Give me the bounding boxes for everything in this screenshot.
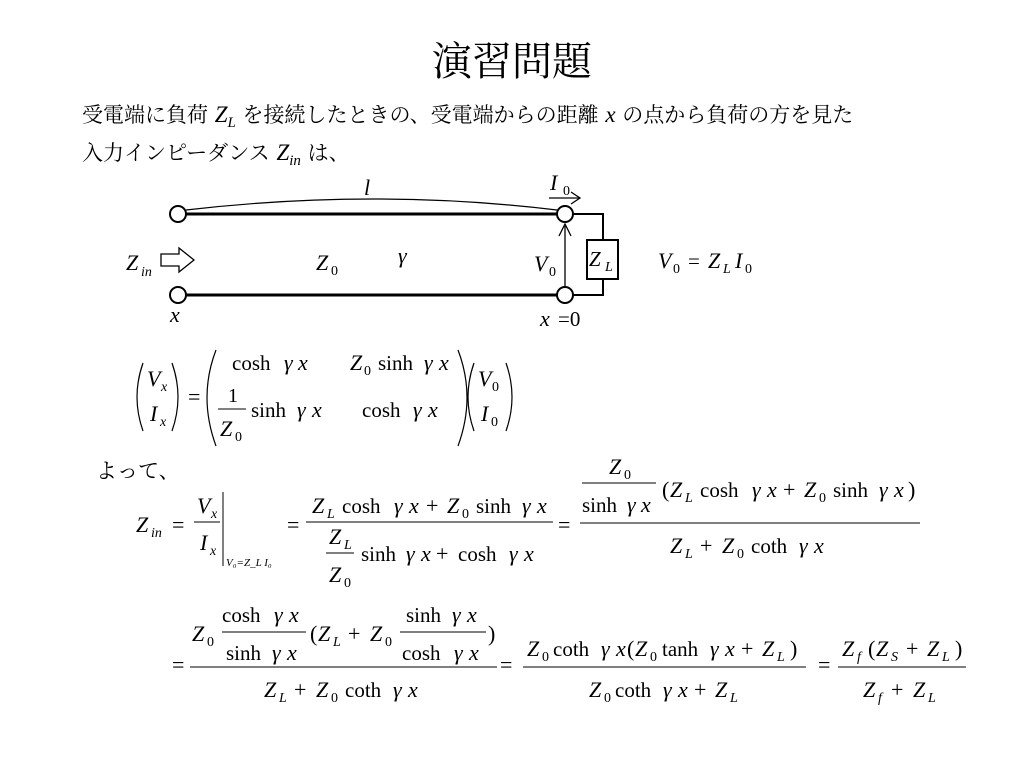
current-label: I [550,170,558,195]
load-wire-return [573,279,603,295]
svg-text:Z: Z [804,477,817,502]
svg-text:+: + [436,541,449,566]
svg-text:Z: Z [350,350,363,375]
svg-text:0: 0 [819,491,826,506]
svg-text:x: x [537,493,547,518]
svg-text:0: 0 [624,468,631,483]
svg-text:x: x [469,640,479,665]
svg-text:Z: Z [318,621,331,646]
svg-text:Z: Z [715,677,728,702]
svg-text:=: = [172,652,185,677]
svg-text:Z: Z [927,636,940,661]
load-impedance-label: Z [589,247,601,271]
svg-text:=: = [500,652,513,677]
svg-text:Z: Z [370,621,383,646]
svg-text:γ: γ [272,640,281,665]
svg-text:γ: γ [627,492,636,517]
svg-text:Z: Z [136,512,149,537]
svg-text:γ: γ [393,677,402,702]
svg-text:γ: γ [394,493,403,518]
svg-text:x: x [211,507,218,522]
svg-text:γ: γ [879,477,888,502]
svg-text:Z: Z [876,636,889,661]
svg-text:): ) [488,621,496,646]
svg-text:Z: Z [708,248,721,273]
terminal-bottom-left [170,287,186,303]
svg-text:γ: γ [413,397,422,422]
length-label: l [364,175,371,200]
problem-line-2: 入力インピーダンス $Z_{in}$ は、 [82,140,350,169]
svg-text:x: x [814,533,824,558]
svg-text:I: I [200,530,208,555]
svg-text:cosh: cosh [222,603,261,627]
input-arrow-icon [161,248,194,272]
svg-text:γ: γ [406,541,415,566]
svg-text:L: L [279,691,287,706]
svg-text:Z: Z [329,562,342,587]
svg-text:cosh: cosh [342,494,381,518]
svg-text:=: = [688,249,700,273]
svg-text:sinh: sinh [378,351,414,375]
svg-text:γ: γ [297,397,306,422]
svg-text:V: V [197,493,211,518]
svg-text:Z: Z [329,524,342,549]
svg-text:0: 0 [549,265,556,280]
svg-text:L: L [928,691,936,706]
position-x-label: x [170,302,180,327]
svg-text:cosh: cosh [700,478,739,502]
svg-text:sinh: sinh [361,542,397,566]
svg-text:0: 0 [331,691,338,706]
svg-text:0: 0 [563,184,570,199]
svg-text:=: = [172,512,185,537]
svg-text:Z: Z [220,416,233,441]
svg-text:0: 0 [650,650,657,665]
char-impedance-label: Z [316,250,329,275]
position-zero-label: x [540,306,550,331]
svg-text:x: x [725,636,735,661]
svg-text:S: S [891,650,898,665]
svg-text:=: = [188,384,201,409]
svg-text:L: L [685,491,693,506]
svg-text:=: = [287,512,300,537]
terminal-top-left [170,206,186,222]
hence-text: よって、 [96,459,180,483]
svg-text:γ: γ [454,640,463,665]
svg-text:0: 0 [673,262,680,277]
svg-text:+: + [891,677,904,702]
svg-text:x: x [289,602,299,627]
svg-text:Z: Z [447,493,460,518]
svg-text:Z: Z [863,677,876,702]
svg-text:+: + [741,636,754,661]
input-impedance-derivation-2 [172,602,966,706]
svg-text:+: + [906,636,919,661]
svg-text:tanh: tanh [662,637,699,661]
svg-text:Z: Z [670,477,683,502]
svg-text:V₀=Z_L I₀: V₀=Z_L I₀ [226,557,272,569]
svg-text:0: 0 [462,507,469,522]
svg-text:(: ( [662,477,670,502]
svg-text:γ: γ [284,350,293,375]
svg-text:γ: γ [663,677,672,702]
svg-text:0: 0 [745,262,752,277]
svg-text:Z: Z [264,677,277,702]
svg-text:Z: Z [722,533,735,558]
svg-text:x: x [408,677,418,702]
svg-text:Z: Z [316,677,329,702]
svg-text:L: L [685,547,693,562]
svg-text:coth: coth [615,678,652,702]
svg-text:x: x [616,636,626,661]
svg-text:x: x [678,677,688,702]
svg-text:=: = [558,512,571,537]
svg-text:coth: coth [751,534,788,558]
svg-text:L: L [730,691,738,706]
svg-text:0: 0 [492,380,499,395]
svg-text:(: ( [627,636,635,661]
svg-text:+: + [700,533,713,558]
svg-text:0: 0 [207,635,214,650]
svg-text:sinh: sinh [476,494,512,518]
svg-text:x: x [287,640,297,665]
svg-text:γ: γ [799,533,808,558]
svg-text:x: x [161,380,168,395]
svg-text:sinh: sinh [226,641,262,665]
svg-text:0: 0 [491,415,498,430]
svg-text:x: x [467,602,477,627]
problem-line-1: 受電端に負荷 $Z_L$ を接続したときの、受電端からの距離 x の点から負荷の方を見た [82,102,854,131]
svg-text:γ: γ [601,636,610,661]
transfer-matrix-equation [137,350,512,446]
svg-text:x: x [409,493,419,518]
svg-text:f: f [857,650,861,665]
length-arc [186,199,557,210]
svg-text:coth: coth [553,637,590,661]
circuit-diagram [126,170,752,331]
svg-text:I: I [735,248,743,273]
svg-text:L: L [723,262,731,277]
svg-text:Z: Z [609,454,622,479]
svg-text:γ: γ [452,602,461,627]
voltage-label: V [534,251,548,276]
svg-text:L: L [605,260,613,275]
svg-text:Z: Z [670,533,683,558]
svg-text:Z: Z [762,636,775,661]
svg-text:x: x [210,544,217,559]
svg-text:1: 1 [228,385,238,407]
load-relation [658,248,752,277]
svg-text:Z: Z [842,636,855,661]
svg-text:0: 0 [364,364,371,379]
svg-text:+: + [426,493,439,518]
svg-text:0: 0 [344,576,351,591]
svg-text:Z: Z [192,621,205,646]
svg-text:x: x [312,397,322,422]
svg-text:0: 0 [235,430,242,445]
svg-text:sinh: sinh [406,603,442,627]
input-impedance-derivation-1 [136,454,920,591]
svg-text:V: V [658,248,672,273]
svg-text:Z: Z [527,636,540,661]
svg-text:Z: Z [913,677,926,702]
page-title: 演習問題 [432,39,592,85]
svg-text:V: V [478,366,492,391]
svg-text:x: x [894,477,904,502]
svg-text:+: + [294,677,307,702]
svg-text:=0: =0 [558,307,581,331]
load-wire [573,214,603,240]
svg-text:): ) [955,636,963,661]
svg-text:0: 0 [385,635,392,650]
svg-text:Z: Z [312,493,325,518]
svg-text:): ) [790,636,798,661]
svg-text:coth: coth [345,678,382,702]
svg-text:x: x [428,397,438,422]
svg-text:in: in [151,526,162,541]
terminal-bottom-right [557,287,573,303]
svg-text:x: x [641,492,651,517]
svg-text:sinh: sinh [582,493,618,517]
svg-text:0: 0 [542,650,549,665]
svg-text:I: I [481,401,489,426]
svg-text:0: 0 [604,691,611,706]
svg-text:x: x [767,477,777,502]
svg-text:γ: γ [752,477,761,502]
svg-text:+: + [348,621,361,646]
svg-text:x: x [421,541,431,566]
svg-text:cosh: cosh [402,641,441,665]
svg-text:L: L [777,650,785,665]
svg-text:cosh: cosh [362,398,401,422]
propagation-const-label: γ [398,243,407,268]
input-impedance-label: Z [126,250,139,275]
svg-text:x: x [524,541,534,566]
svg-text:L: L [942,650,950,665]
svg-text:cosh: cosh [458,542,497,566]
svg-text:Z: Z [635,636,648,661]
svg-text:+: + [694,677,707,702]
svg-text:x: x [160,415,167,430]
svg-text:+: + [783,477,796,502]
terminal-top-right [557,206,573,222]
svg-text:sinh: sinh [251,398,287,422]
svg-text:I: I [150,401,158,426]
svg-text:in: in [141,265,152,280]
svg-text:(: ( [868,636,876,661]
svg-text:sinh: sinh [833,478,869,502]
svg-text:γ: γ [509,541,518,566]
svg-text:γ: γ [710,636,719,661]
svg-text:L: L [327,507,335,522]
svg-text:γ: γ [522,493,531,518]
svg-text:x: x [298,350,308,375]
svg-text:0: 0 [331,264,338,279]
svg-text:f: f [878,691,882,706]
svg-text:L: L [333,635,341,650]
svg-text:): ) [908,477,916,502]
svg-text:γ: γ [424,350,433,375]
svg-text:x: x [439,350,449,375]
svg-text:γ: γ [274,602,283,627]
svg-text:Z: Z [589,677,602,702]
svg-text:(: ( [310,621,318,646]
svg-text:0: 0 [737,547,744,562]
svg-text:cosh: cosh [232,351,271,375]
svg-text:V: V [147,366,161,391]
svg-text:L: L [344,538,352,553]
svg-text:=: = [818,652,831,677]
